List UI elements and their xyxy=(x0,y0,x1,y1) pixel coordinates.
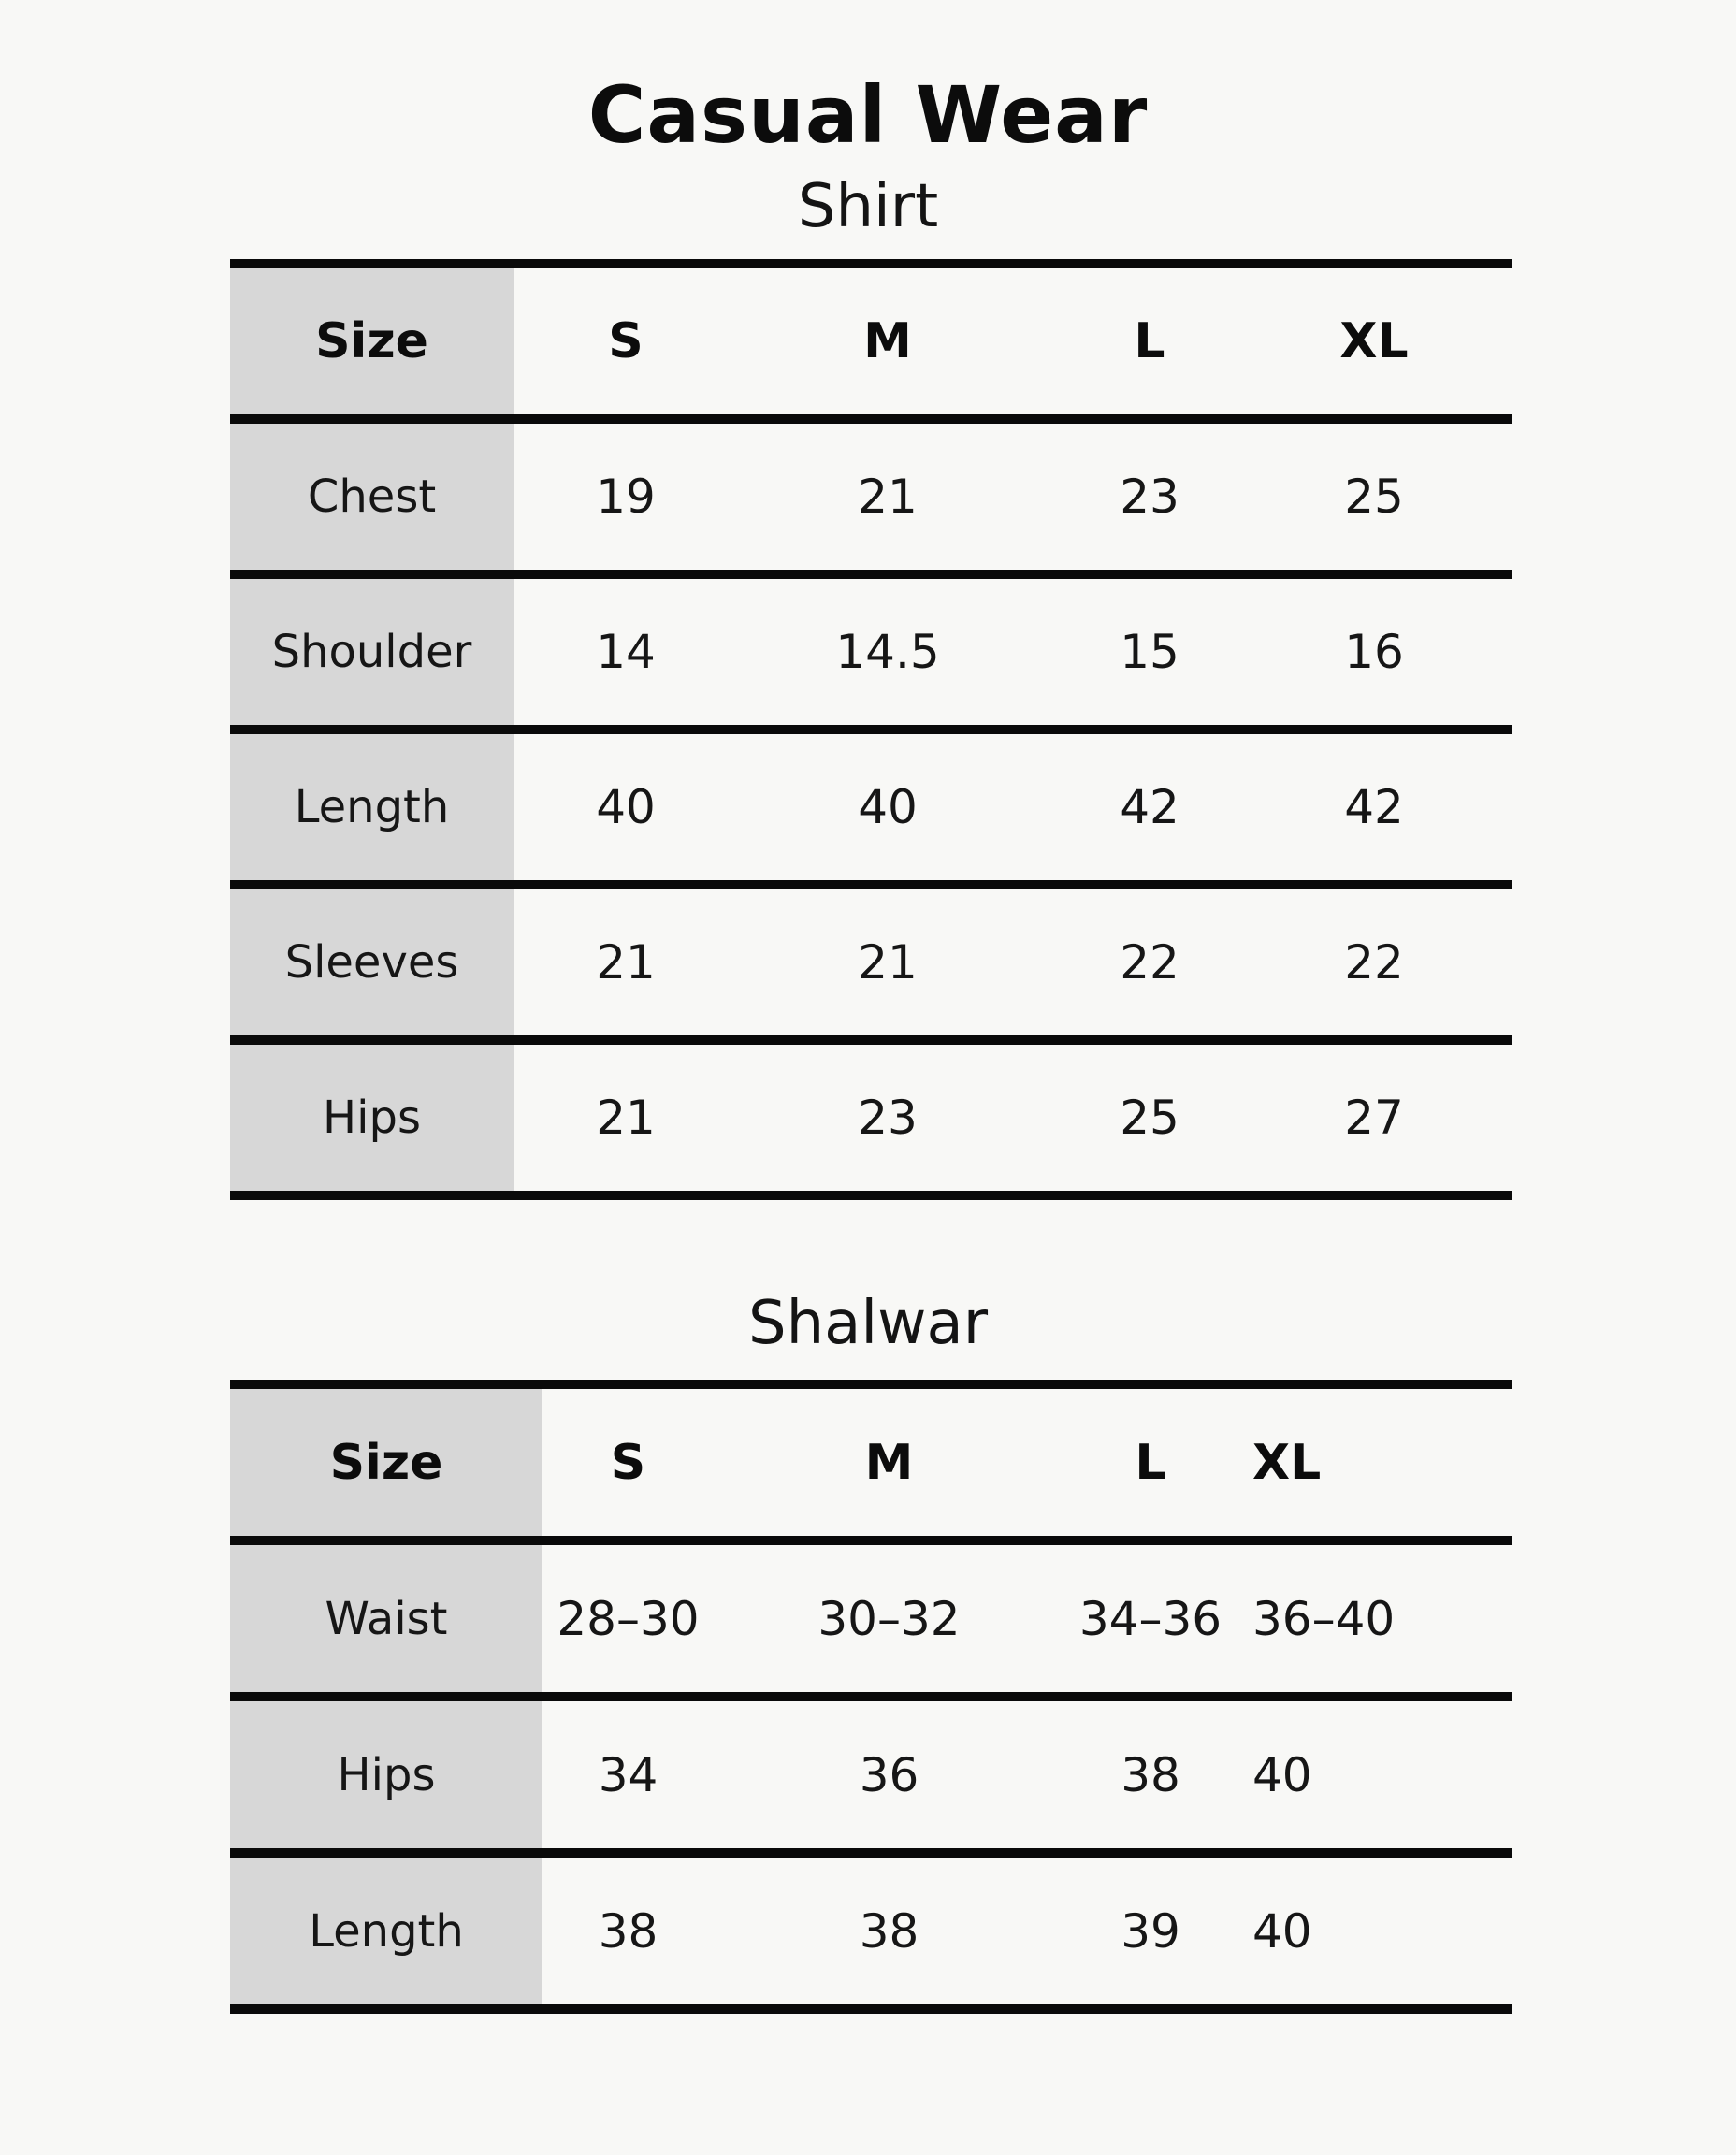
table-cell: 38 xyxy=(859,1903,919,1959)
header-size-m: M xyxy=(863,313,912,369)
table-cell: 40 xyxy=(1252,1747,1312,1802)
table-cell: 40 xyxy=(1252,1903,1312,1959)
table-cell: 25 xyxy=(1344,470,1404,524)
table-cell: 22 xyxy=(1120,935,1179,990)
header-size-l: L xyxy=(1134,313,1165,369)
table-cell: 27 xyxy=(1344,1091,1404,1145)
table-row xyxy=(230,579,1512,734)
table-cell: 21 xyxy=(858,470,918,524)
shalwar-section-title: Shalwar xyxy=(747,1289,989,1358)
header-size-s: S xyxy=(610,1434,646,1491)
row-label-chest: Chest xyxy=(230,424,514,570)
table-row xyxy=(230,424,1512,579)
table-cell: 21 xyxy=(858,935,918,990)
table-cell: 34 xyxy=(598,1747,658,1802)
row-label-length: Length xyxy=(230,734,514,880)
table-cell: 42 xyxy=(1120,780,1179,834)
table-row xyxy=(230,1545,1512,1701)
table-row xyxy=(230,1701,1512,1858)
table-cell: 14.5 xyxy=(835,625,940,679)
table-cell: 34–36 xyxy=(1078,1591,1222,1646)
table-cell: 38 xyxy=(1121,1747,1180,1802)
table-row xyxy=(230,1045,1512,1200)
table-cell: 19 xyxy=(596,470,656,524)
table-row xyxy=(230,734,1512,889)
header-size-s: S xyxy=(608,313,644,369)
table-cell: 36–40 xyxy=(1252,1591,1396,1646)
table-cell: 21 xyxy=(596,935,656,990)
table-cell: 23 xyxy=(1120,470,1179,524)
table-cell: 25 xyxy=(1120,1091,1179,1145)
table-cell: 16 xyxy=(1344,625,1404,679)
header-size-l: L xyxy=(1135,1434,1166,1491)
row-label-hips: Hips xyxy=(230,1045,514,1191)
table-cell: 28–30 xyxy=(557,1591,700,1646)
table-cell: 36 xyxy=(859,1747,919,1802)
shirt-section-title: Shirt xyxy=(797,172,939,241)
table-cell: 42 xyxy=(1344,780,1404,834)
table-header-row xyxy=(230,1389,1512,1545)
header-label-size: Size xyxy=(230,268,514,414)
shirt-size-table xyxy=(230,259,1512,1200)
header-size-m: M xyxy=(864,1434,914,1491)
table-cell: 38 xyxy=(598,1903,658,1959)
page-title: Casual Wear xyxy=(587,69,1149,161)
shalwar-size-table xyxy=(230,1380,1512,2014)
row-label-sleeves: Sleeves xyxy=(230,889,514,1035)
table-cell: 39 xyxy=(1121,1903,1180,1959)
row-label-shoulder: Shoulder xyxy=(230,579,514,725)
table-cell: 22 xyxy=(1344,935,1404,990)
row-label-hips: Hips xyxy=(230,1701,542,1848)
row-label-length: Length xyxy=(230,1858,542,2004)
row-label-waist: Waist xyxy=(230,1545,542,1692)
table-cell: 23 xyxy=(858,1091,918,1145)
table-header-row xyxy=(230,268,1512,424)
table-cell: 21 xyxy=(596,1091,656,1145)
table-row xyxy=(230,889,1512,1045)
header-size-xl: XL xyxy=(1252,1434,1322,1491)
table-cell: 15 xyxy=(1120,625,1179,679)
header-size-xl: XL xyxy=(1339,313,1409,369)
table-cell: 40 xyxy=(858,780,918,834)
table-cell: 30–32 xyxy=(817,1591,961,1646)
header-label-size: Size xyxy=(230,1389,542,1536)
table-cell: 40 xyxy=(596,780,656,834)
table-row xyxy=(230,1858,1512,2014)
table-cell: 14 xyxy=(596,625,656,679)
